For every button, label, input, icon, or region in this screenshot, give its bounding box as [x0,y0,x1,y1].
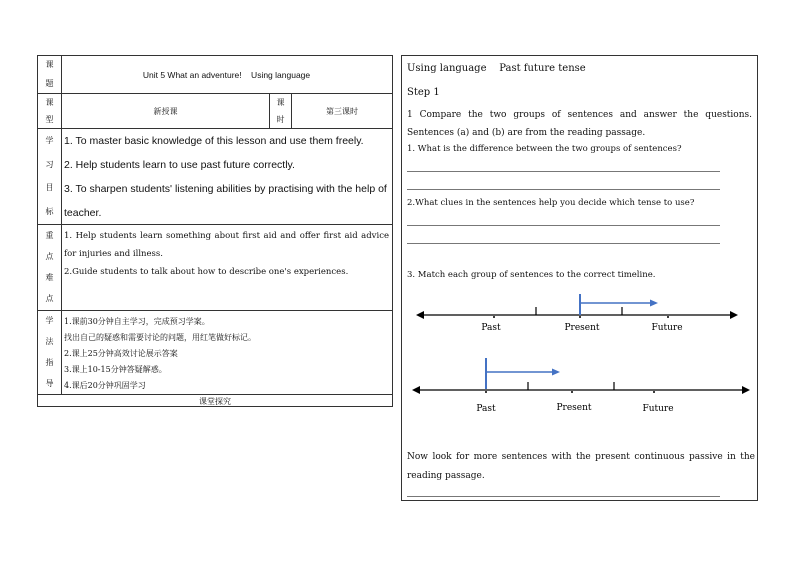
label-present: Present [564,323,600,333]
row-topic [38,56,392,94]
lesson-plan-table [37,55,393,407]
key-points-label: 重 点 难 点 [38,225,62,310]
label-present: Present [556,403,592,413]
arrowhead-right [742,386,750,394]
timeline-2 [402,354,757,422]
question-2: 2.What clues in the sentences help you decide which tense to use? [407,198,695,208]
topic-title: Unit 5 What an adventure! Using language [142,69,311,80]
period-label: 课 时 [270,94,292,128]
row-guidance [38,311,392,395]
point-past [485,391,487,393]
objectives-list [64,129,389,224]
now-look-instruction: Now look for more sentences with the present continuous passive in the reading passage. [407,452,755,481]
point-future [667,316,669,318]
objective-1: 1. To master basic knowledge of this lesson and use them freely. [64,135,364,147]
question-1: 1 Compare the two groups of sentences and answer the questions. Sentences (a) and (b) are from the reading passage. [407,110,752,138]
guidance-label: 学 法 指 导 [38,311,62,394]
label-past: Past [476,404,496,414]
answer-line[interactable] [407,189,720,190]
objective-2: 2. Help students learn to use past future correctly. [64,159,295,171]
topic-label: 课 题 [38,56,62,93]
arrowhead-left [412,386,420,394]
guidance-1b: 找出自己的疑惑和需要讨论的问题，用红笔做好标记。 [64,333,256,342]
objective-3: 3. To sharpen students' listening abilities by practising with the help of teacher. [64,183,387,219]
answer-line[interactable] [407,243,720,244]
future-in-past-arrowhead [552,369,560,376]
answer-line[interactable] [407,496,720,497]
guidance-2: 2.课上25分钟高效讨论展示答案 [64,349,178,358]
label-future: Future [651,323,683,333]
row-key-points [38,225,392,311]
type-value: 新授课 [62,94,270,128]
key-points-list [64,227,389,310]
guidance-4: 4.课后20分钟巩固学习 [64,381,146,390]
guidance-list [64,314,389,394]
class-inquiry-footer: 课堂探究 [199,396,231,406]
future-arrowhead [650,300,658,307]
type-label: 课 型 [38,94,62,128]
point-present [579,316,581,318]
row-type [38,94,392,129]
point-present [571,391,573,393]
objectives-label: 学 习 目 标 [38,129,62,224]
arrowhead-right [730,311,738,319]
question-1-1: 1. What is the difference between the two groups of sentences? [407,144,682,154]
arrowhead-left [416,311,424,319]
timeline-1 [402,286,757,344]
question-3: 3. Match each group of sentences to the correct timeline. [407,270,656,280]
guidance-1: 1.课前30分钟自主学习，完成预习学案。 [64,317,210,326]
answer-line[interactable] [407,225,720,226]
point-future [653,391,655,393]
step-title: Step 1 [407,87,440,98]
panel-header: Using language Past future tense [407,63,586,74]
key-point-1: 1. Help students learn something about first aid and offer first aid advice for injuries and illness. [64,231,389,259]
label-past: Past [481,323,501,333]
period-value: 第三课时 [326,106,358,116]
label-future: Future [642,404,674,414]
worksheet-panel [401,55,758,501]
point-past [493,316,495,318]
row-objectives [38,129,392,225]
answer-line[interactable] [407,171,720,172]
key-point-2: 2.Guide students to talk about how to describe one's experiences. [64,267,349,277]
guidance-3: 3.课上10-15分钟答疑解惑。 [64,365,167,374]
